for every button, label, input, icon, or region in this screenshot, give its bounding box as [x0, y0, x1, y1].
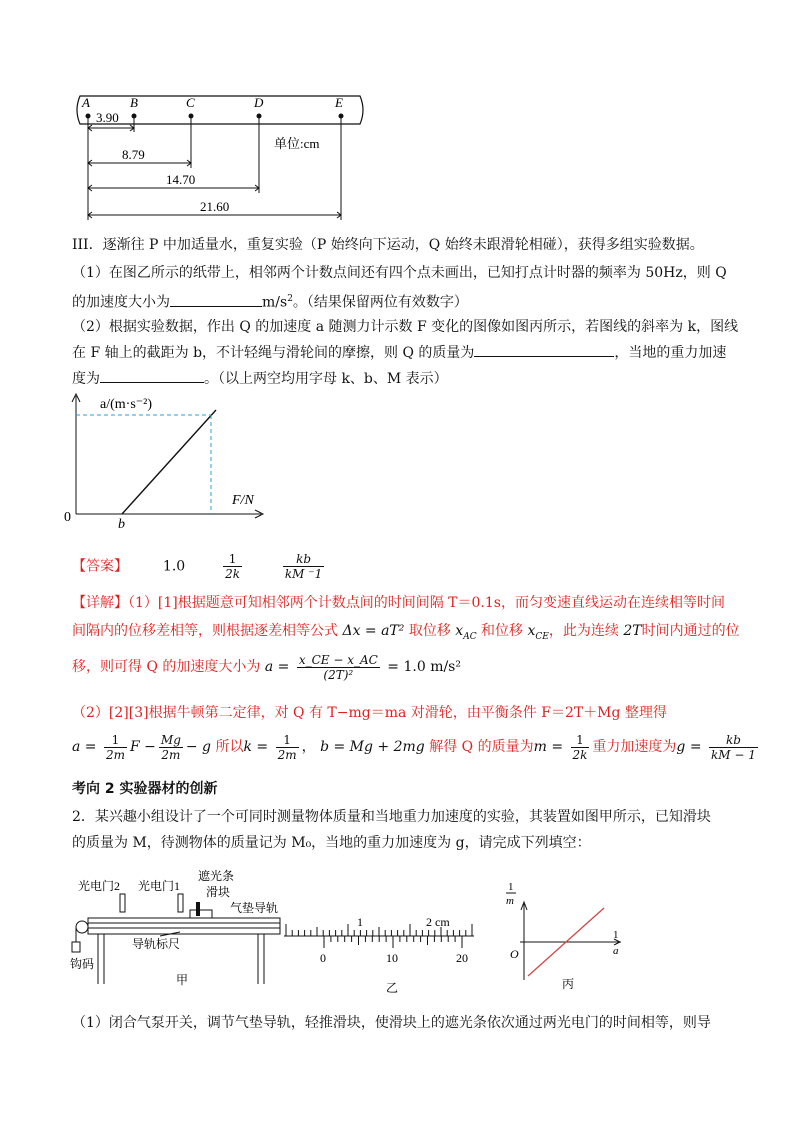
- vernier-10: 10: [386, 951, 398, 965]
- detail-line3: 移，则可得 Q 的加速度大小为 a = $\frac{x\_CE - x\_AC}{\text{(2T)²}}$ = 1.0 m/s²: [72, 652, 461, 682]
- pulley-icon: [76, 921, 88, 933]
- answer-2: $\frac{1}{2k}$: [225, 552, 240, 581]
- apparatus-figure: [70, 869, 300, 987]
- vernier-figure: [278, 906, 478, 996]
- graph1-ylabel: a/(m·s⁻²): [100, 397, 153, 412]
- label-strip: 遮光条: [198, 869, 235, 883]
- detail-line5: a = $\frac{1}{2m}$ F − $\frac{Mg}{2m}$ − g 所以k = $\frac{1}{2m}$ ， b = Mg + 2mg 解得 Q 的质量为m = $\frac{1}{2k}$ 重力加速度为g = $\frac{kb}{kM - 1}$: [72, 732, 756, 762]
- graph1-xlabel: F/N: [232, 493, 254, 508]
- answer-3: $\frac{kb}{kM ^-1}$: [284, 552, 323, 581]
- q2-line3: 度为 。（以上两空均用字母 k、b、M 表示）: [72, 368, 732, 390]
- tape-unit: 单位:cm: [274, 136, 320, 151]
- last-line: （1）闭合气泵开关，调节气垫导轨，轻推滑块，使滑块上的遮光条依次通过两光电门的时间相等，则导: [72, 1015, 711, 1031]
- label-weight: 钩码: [70, 957, 95, 971]
- graph1-intercept: b: [118, 517, 125, 532]
- detail-line4: （2）[2][3]根据牛顿第二定律，对 Q 有 T−mg＝ma 对滑轮，由平衡条件 F＝2T＋Mg 整理得: [72, 705, 667, 721]
- a-f-line: [122, 410, 216, 514]
- detail-line1: 【详解】（1）[1]根据题意可知相邻两个计数点间的时间间隔 T＝0.1s，而匀变速直线运动在连续相等时间: [72, 595, 725, 611]
- xlabel-num: 1: [613, 929, 619, 941]
- answer-1: 1.0: [162, 558, 186, 575]
- paper-tape-figure: [70, 88, 370, 228]
- vernier-20: 20: [456, 951, 468, 965]
- answer-blank-1[interactable]: [170, 292, 262, 307]
- main-scale-1: 1: [357, 915, 363, 929]
- point-b: [132, 114, 137, 119]
- ylabel-num: 1: [508, 881, 514, 893]
- q2-line1: （2）根据实验数据，作出 Q 的加速度 a 随测力计示数 F 变化的图像如图丙所示，若图线的斜率为 k，图线: [72, 319, 739, 335]
- dist-ae: 21.60: [200, 199, 230, 214]
- inverse-graph: [500, 880, 630, 990]
- detail-label: 【详解】: [72, 595, 128, 611]
- gate2-icon: [120, 894, 125, 912]
- strip-icon: [196, 902, 200, 916]
- graph1-origin: 0: [64, 510, 71, 525]
- caption-jia: 甲: [176, 973, 189, 987]
- q1-line1: （1）在图乙所示的纸带上，相邻两个计数点间还有四个点未画出，已知打点计时器的频率为 50Hz，则 Q: [72, 265, 727, 281]
- slider-icon: [190, 910, 212, 918]
- origin-label: O: [510, 947, 519, 961]
- label-gate2: 光电门2: [78, 879, 121, 893]
- caption-bing: 丙: [562, 977, 575, 991]
- dist-ad: 14.70: [166, 172, 196, 187]
- label-c: C: [186, 95, 195, 110]
- main-scale-2: 2 cm: [426, 915, 450, 929]
- label-d: D: [254, 95, 264, 110]
- answer-blank-2[interactable]: [474, 342, 614, 357]
- q2-line2: 在 F 轴上的截距为 b，不计轻绳与滑轮间的摩擦，则 Q 的质量为 ，当地的重力加速: [72, 342, 732, 364]
- dist-ab: 3.90: [96, 110, 119, 125]
- label-ruler: 导轨标尺: [132, 937, 181, 951]
- label-track: 气垫导轨: [230, 901, 279, 915]
- dist-ac: 8.79: [122, 147, 145, 162]
- section-heading: 考向 2 实验器材的创新: [72, 781, 218, 797]
- point-e: [339, 114, 344, 119]
- vernier-0: 0: [320, 951, 326, 965]
- point-c: [189, 114, 194, 119]
- step-3-text: III．逐渐往 P 中加适量水，重复实验（P 始终向下运动，Q 始终未跟滑轮相碰），获得多组实验数据。: [72, 237, 704, 253]
- p2-line1: 2．某兴趣小组设计了一个可同时测量物体质量和当地重力加速度的实验，其装置如图甲所示，已知滑块: [72, 809, 711, 825]
- label-gate1: 光电门1: [138, 879, 181, 893]
- xlabel-den: a: [613, 945, 619, 957]
- point-a: [86, 114, 91, 119]
- paper-tape: [77, 96, 363, 124]
- answer-label: 【答案】: [72, 558, 128, 575]
- label-e: E: [335, 95, 343, 110]
- point-d: [257, 114, 262, 119]
- weight-icon: [72, 942, 80, 952]
- caption-yi: 乙: [386, 981, 399, 995]
- answer-blank-3[interactable]: [100, 368, 204, 383]
- ylabel-den: m: [506, 895, 514, 907]
- label-b: B: [130, 95, 138, 110]
- label-a: A: [82, 95, 90, 110]
- detail-line2: 间隔内的位移差相等，则根据逐差相等公式 Δx = aT² 取位移 $x_{AC}$ 和位移 $x_{CE}$，此为连续 2T时间内通过的位: [72, 623, 740, 642]
- track-ruler: [88, 928, 280, 934]
- answer-line: [72, 552, 732, 581]
- q1-line2: 的加速度大小为 $m/s^2$。（结果保留两位有效数字）: [72, 288, 732, 314]
- gate1-icon: [178, 894, 183, 912]
- a-f-graph: [66, 390, 276, 530]
- label-slider: 滑块: [206, 885, 231, 899]
- p2-line2: 的质量为 M，待测物体的质量记为 M₀，当地的重力加速度为 g，请完成下列填空：: [72, 835, 591, 851]
